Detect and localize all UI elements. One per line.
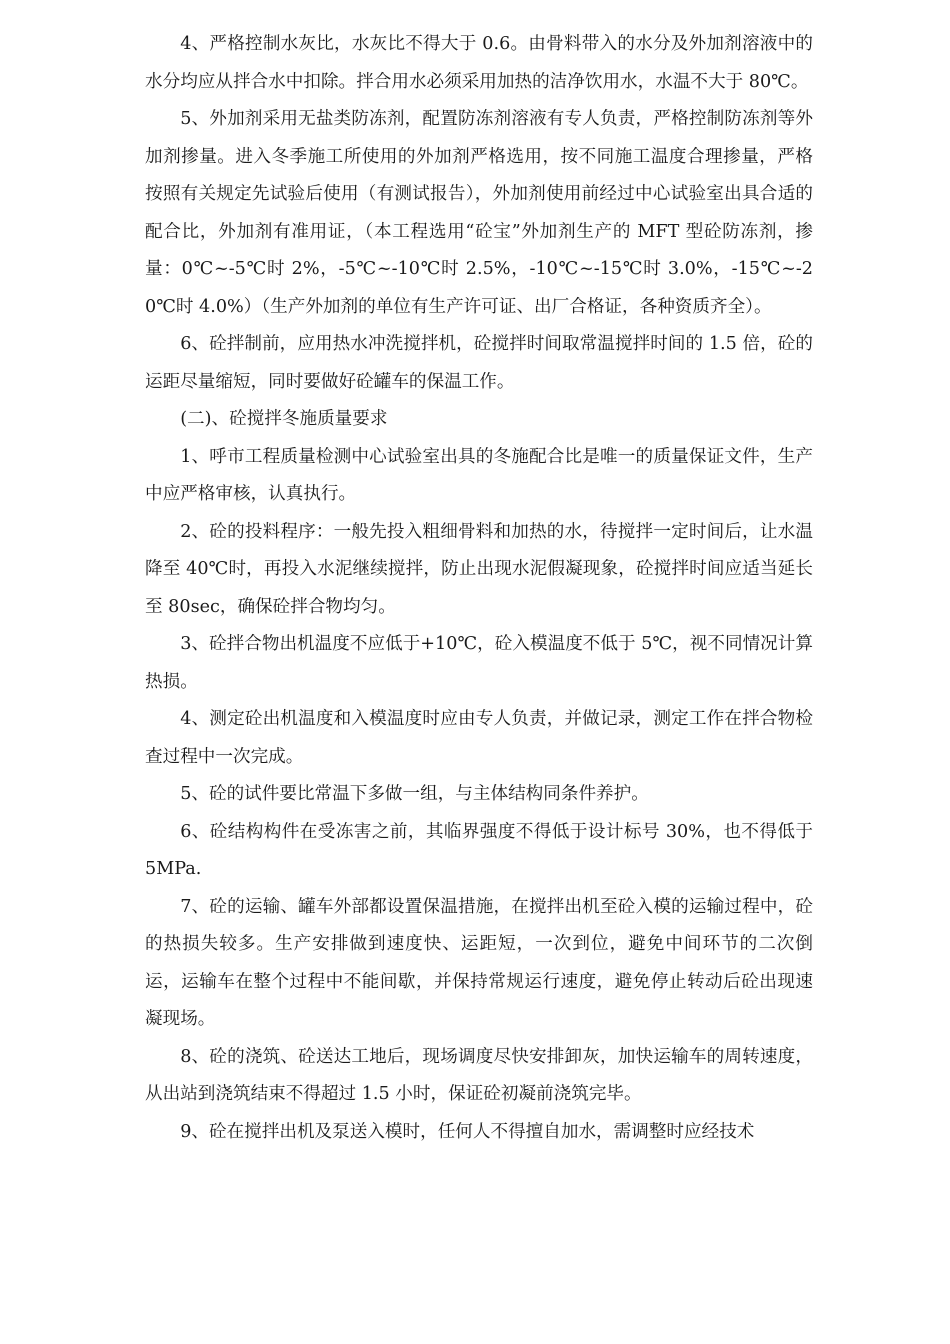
paragraph-temperature-measurement: 4、测定砼出机温度和入模温度时应由专人负责，并做记录，测定工作在拌合物检查过程中一次完成。 <box>145 709 813 767</box>
paragraph-transport-insulation: 7、砼的运输、罐车外部都设置保温措施，在搅拌出机至砼入模的运输过程中，砼的热损失较多。生产安排做到速度快、运距短，一次到位，避免中间环节的二次倒运，运输车在整个过程中不能间歇，并保持常规运行速度，避免停止转动后砼出现速凝现场。 <box>145 896 813 1029</box>
paragraph-no-added-water: 9、砼在搅拌出机及泵送入模时，任何人不得擅自加水，需调整时应经技术 <box>180 1121 755 1142</box>
section-heading-winter-quality: (二)、砼搅拌冬施质量要求 <box>180 409 388 429</box>
paragraph-discharge-temperature: 3、砼拌合物出机温度不应低于+10℃，砼入模温度不低于 5℃，视不同情况计算热损。 <box>145 634 813 692</box>
paragraph-test-specimens: 5、砼的试件要比常温下多做一组，与主体结构同条件养护。 <box>180 784 649 804</box>
paragraph-pouring: 8、砼的浇筑、砼送达工地后，现场调度尽快安排卸灰，加快运输车的周转速度，从出站到浇筑结束不得超过 1.5 小时，保证砼初凝前浇筑完毕。 <box>145 1046 813 1104</box>
paragraph-feeding-sequence: 2、砼的投料程序：一般先投入粗细骨料和加热的水，待搅拌一定时间后，让水温降至 40℃时，再投入水泥继续搅拌，防止出现水泥假凝现象，砼搅拌时间应适当延长至 80sec，确保砼拌合物均匀。 <box>145 521 813 617</box>
paragraph-mix-ratio-document: 1、呼市工程质量检测中心试验室出具的冬施配合比是唯一的质量保证文件，生产中应严格审核，认真执行。 <box>145 446 813 504</box>
paragraph-critical-strength: 6、砼结构构件在受冻害之前，其临界强度不得低于设计标号 30%，也不得低于 5MPa. <box>145 821 813 879</box>
paragraph-admixture: 5、外加剂采用无盐类防冻剂，配置防冻剂溶液有专人负责，严格控制防冻剂等外加剂掺量。进入冬季施工所使用的外加剂严格选用，按不同施工温度合理掺量，严格按照有关规定先试验后使用（有测试报告），外加剂使用前经过中心试验室出具合适的配合比，外加剂有准用证，（本工程选用“砼宝”外加剂生产的 MFT 型砼防冻剂，掺量：0℃~-5℃时 2%，-5℃~-10℃时 2.5%，-10℃~-15℃时 3.0%，-15℃~-20℃时 4.0%）（生产外加剂的单位有生产许可证、出厂合格证，各种资质齐全）。 <box>145 109 813 317</box>
paragraph-water-cement-ratio: 4、严格控制水灰比，水灰比不得大于 0.6。由骨料带入的水分及外加剂溶液中的水分均应从拌合水中扣除。拌合用水必须采用加热的洁净饮用水，水温不大于 80℃。 <box>145 34 813 92</box>
paragraph-mixer-prewash: 6、砼拌制前，应用热水冲洗搅拌机，砼搅拌时间取常温搅拌时间的 1.5 倍，砼的运距尽量缩短，同时要做好砼罐车的保温工作。 <box>145 334 813 392</box>
document-page <box>145 26 813 1151</box>
